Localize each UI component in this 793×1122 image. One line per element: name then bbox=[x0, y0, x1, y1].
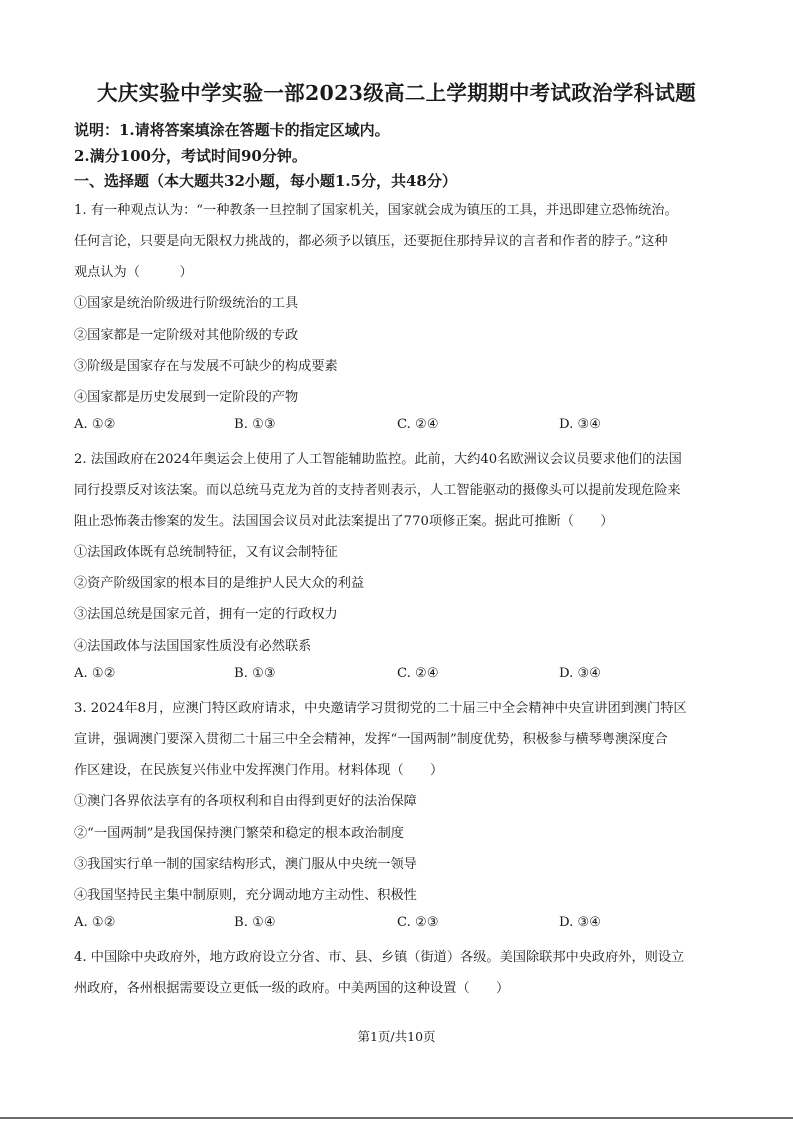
option-c: C. ②④ bbox=[397, 666, 439, 681]
question-stem-line: 任何言论，只要是向无限权力挑战的，都必须予以镇压，还要扼住那持异议的言者和作者的脖子。”这种 bbox=[74, 234, 668, 249]
answer-options bbox=[74, 666, 734, 686]
statement-item: ②国家都是一定阶级对其他阶级的专政 bbox=[74, 328, 299, 343]
option-c: C. ②④ bbox=[397, 417, 439, 432]
option-b: B. ①③ bbox=[234, 666, 276, 681]
option-a: A. ①② bbox=[74, 666, 116, 681]
exam-title: 大庆实验中学实验一部2023级高二上学期期中考试政治学科试题 bbox=[96, 81, 697, 105]
instruction-2: 2.满分100分，考试时间90分钟。 bbox=[74, 147, 307, 165]
statement-item: ③法国总统是国家元首，拥有一定的行政权力 bbox=[74, 607, 338, 622]
question-stem-line: 作区建设，在民族复兴伟业中发挥澳门作用。材料体现（ ） bbox=[74, 763, 444, 778]
statement-item: ①国家是统治阶级进行阶级统治的工具 bbox=[74, 296, 299, 311]
question-stem-line: 同行投票反对该法案。而以总统马克龙为首的支持者则表示，人工智能驱动的摄像头可以提前发现危险来 bbox=[74, 483, 681, 498]
instruction-1: 说明：1.请将答案填涂在答题卡的指定区域内。 bbox=[74, 121, 390, 139]
option-a: A. ①② bbox=[74, 915, 116, 930]
statement-item: ①澳门各界依法享有的各项权利和自由得到更好的法治保障 bbox=[74, 794, 417, 809]
answer-options bbox=[74, 417, 734, 437]
question-stem-line: 宣讲，强调澳门要深入贯彻二十届三中全会精神，发挥“一国两制”制度优势，积极参与横琴粤澳深度合 bbox=[74, 732, 668, 747]
option-d: D. ③④ bbox=[559, 666, 602, 681]
question-stem-line: 州政府，各州根据需要设立更低一级的政府。中美两国的这种设置（ ） bbox=[74, 981, 510, 996]
option-b: B. ①③ bbox=[234, 417, 276, 432]
option-c: C. ②③ bbox=[397, 915, 439, 930]
question-stem-line: 观点认为（ ） bbox=[74, 265, 193, 280]
question-stem-line: 1. 有一种观点认为：“一种教条一旦控制了国家机关，国家就会成为镇压的工具，并迅即建立恐怖统治。 bbox=[74, 203, 678, 218]
statement-item: ②“一国两制”是我国保持澳门繁荣和稳定的根本政治制度 bbox=[74, 826, 404, 841]
option-d: D. ③④ bbox=[559, 417, 602, 432]
bottom-divider bbox=[0, 1117, 793, 1119]
statement-item: ④法国政体与法国国家性质没有必然联系 bbox=[74, 639, 312, 654]
statement-item: ①法国政体既有总统制特征，又有议会制特征 bbox=[74, 545, 338, 560]
statement-item: ②资产阶级国家的根本目的是维护人民大众的利益 bbox=[74, 576, 365, 591]
question-stem-line: 阻止恐怖袭击惨案的发生。法国国会议员对此法案提出了770项修正案。据此可推断（ ） bbox=[74, 514, 614, 529]
question-stem-line: 2. 法国政府在2024年奥运会上使用了人工智能辅助监控。此前，大约40名欧洲议会议员要求他们的法国 bbox=[74, 452, 682, 467]
option-d: D. ③④ bbox=[559, 915, 602, 930]
statement-item: ④我国坚持民主集中制原则，充分调动地方主动性、积极性 bbox=[74, 888, 417, 903]
answer-options bbox=[74, 915, 734, 935]
statement-item: ④国家都是历史发展到一定阶段的产物 bbox=[74, 390, 299, 405]
statement-item: ③阶级是国家存在与发展不可缺少的构成要素 bbox=[74, 359, 338, 374]
option-b: B. ①④ bbox=[234, 915, 276, 930]
question-stem-line: 3. 2024年8月，应澳门特区政府请求，中央邀请学习贯彻党的二十届三中全会精神中央宣讲团到澳门特区 bbox=[74, 701, 687, 716]
question-stem-line: 4. 中国除中央政府外，地方政府设立分省、市、县、乡镇（街道）各级。美国除联邦中央政府外，则设立 bbox=[74, 950, 685, 965]
section-heading: 一、选择题（本大题共32小题，每小题1.5分，共48分） bbox=[74, 172, 457, 190]
page-number: 第1页/共10页 bbox=[357, 1029, 436, 1044]
option-a: A. ①② bbox=[74, 417, 116, 432]
statement-item: ③我国实行单一制的国家结构形式，澳门服从中央统一领导 bbox=[74, 857, 417, 872]
